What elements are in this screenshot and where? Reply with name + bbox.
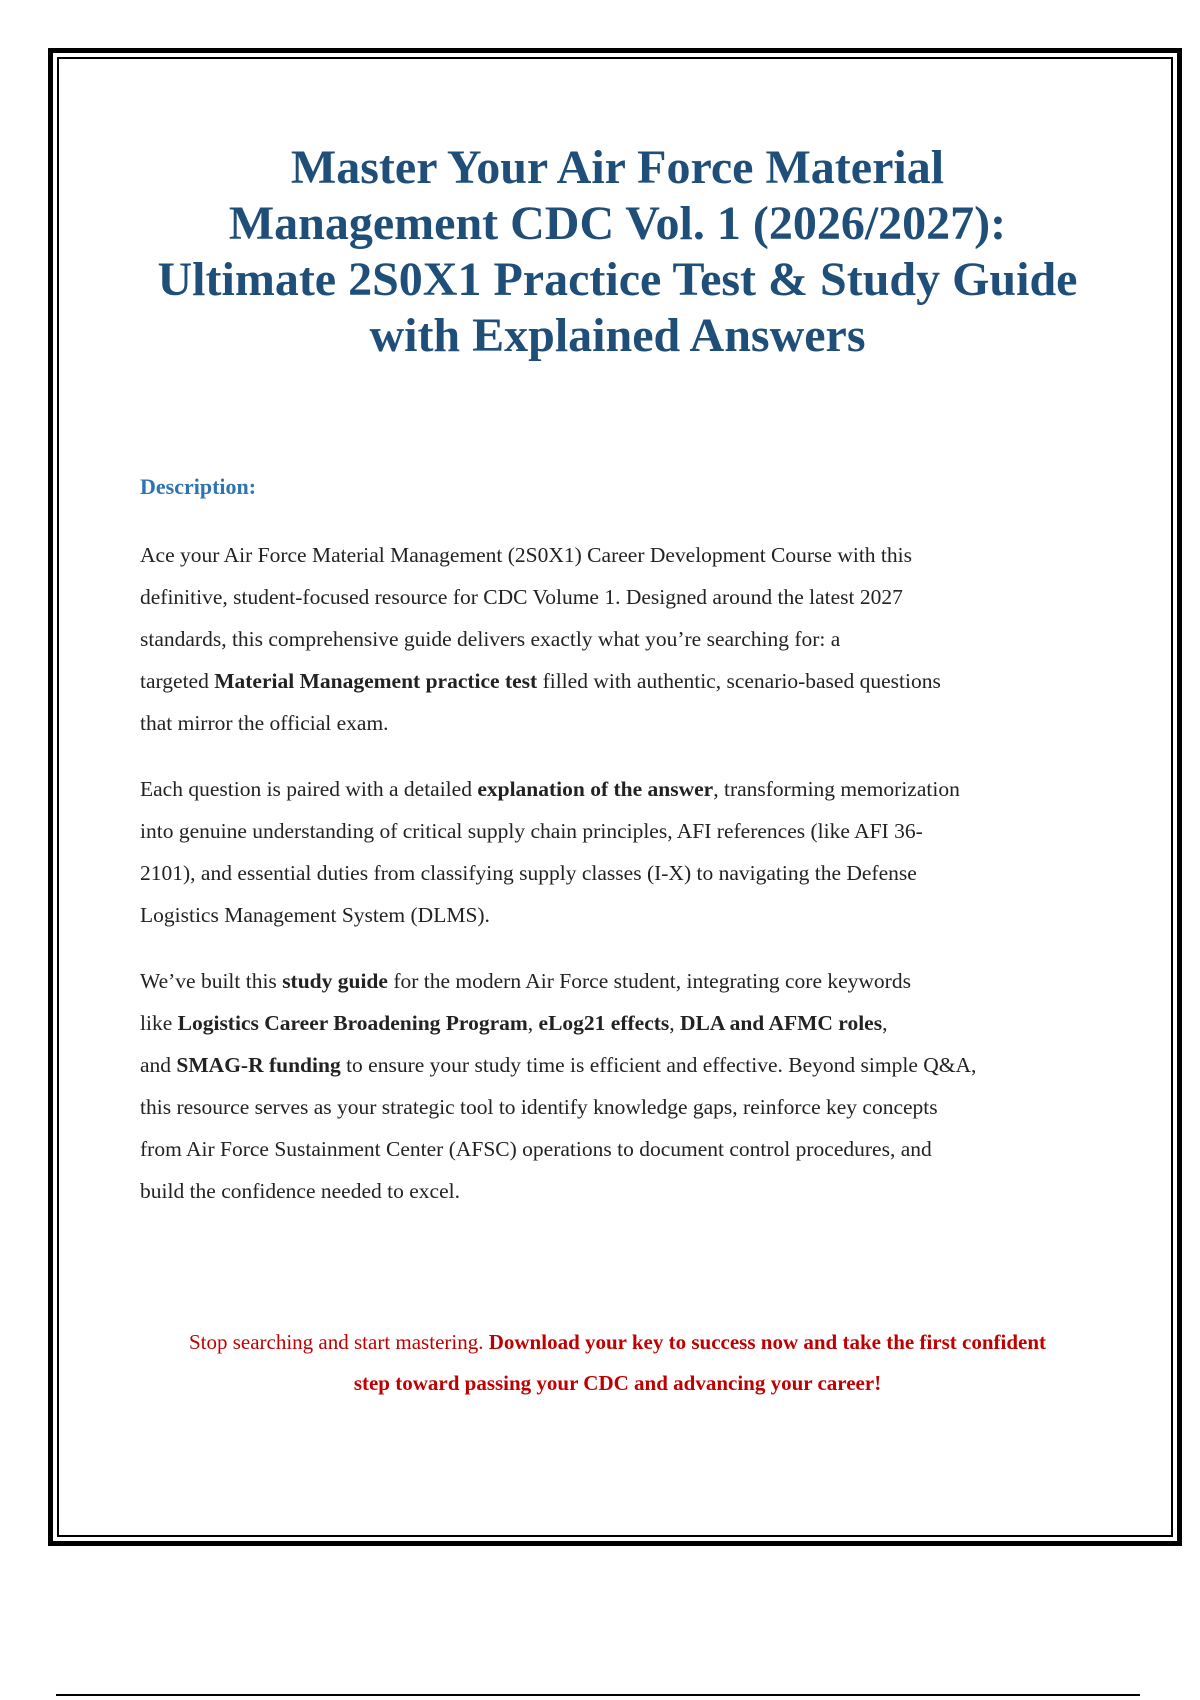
text-line: 2101), and essential duties from classifying supply classes (I-X) to navigating the Defense	[140, 861, 917, 885]
text-run: targeted	[140, 669, 215, 693]
description-paragraph-2	[140, 768, 1095, 936]
keyword-lcbp: Logistics Career Broadening Program	[177, 1011, 528, 1035]
description-paragraph-3	[140, 960, 1095, 1212]
cta-emphasis: Download your key to success now and take the first confident	[488, 1330, 1047, 1354]
cta-lead: Stop searching and start mastering.	[188, 1330, 489, 1354]
text-run: and	[140, 1053, 177, 1077]
text-line: Ace your Air Force Material Management (2S0X1) Career Development Course with this	[140, 543, 912, 567]
cta-line: step toward passing your CDC and advancing your career!	[353, 1371, 882, 1395]
text-line: definitive, student-focused resource for CDC Volume 1. Designed around the latest 2027	[140, 585, 903, 609]
title-line: Master Your Air Force Material	[290, 141, 945, 194]
text-line: from Air Force Sustainment Center (AFSC) operations to document control procedures, and	[140, 1137, 932, 1161]
keyword-practice-test: Material Management practice test	[214, 669, 538, 693]
footer-rule	[56, 1694, 1140, 1696]
text-run: ,	[882, 1011, 888, 1035]
document-title	[140, 140, 1095, 364]
text-line: this resource serves as your strategic tool to identify knowledge gaps, reinforce key concepts	[140, 1095, 938, 1119]
title-line: Management CDC Vol. 1 (2026/2027):	[228, 197, 1007, 250]
keyword-dla-afmc: DLA and AFMC roles	[680, 1011, 883, 1035]
title-line: Ultimate 2S0X1 Practice Test & Study Guide	[157, 253, 1078, 306]
text-line: that mirror the official exam.	[140, 711, 389, 735]
text-run: like	[140, 1011, 178, 1035]
text-line	[140, 768, 1095, 810]
text-run: for the modern Air Force student, integrating core keywords	[387, 969, 911, 993]
text-run: filled with authentic, scenario-based questions	[537, 669, 941, 693]
text-line	[140, 660, 1095, 702]
text-run: ,	[527, 1011, 539, 1035]
text-line: standards, this comprehensive guide delivers exactly what you’re searching for: a	[140, 627, 841, 651]
call-to-action	[140, 1322, 1095, 1404]
text-line: into genuine understanding of critical supply chain principles, AFI references (like AFI 36-	[140, 819, 923, 843]
cta-line	[140, 1322, 1095, 1363]
document-content	[140, 140, 1095, 1404]
text-run: to ensure your study time is efficient and effective. Beyond simple Q&A,	[340, 1053, 977, 1077]
text-line	[140, 960, 1095, 1002]
text-run: ,	[669, 1011, 681, 1035]
keyword-explanation: explanation of the answer	[477, 777, 714, 801]
text-run: Each question is paired with a detailed	[140, 777, 478, 801]
text-line	[140, 1044, 1095, 1086]
title-line: with Explained Answers	[369, 309, 866, 362]
description-paragraph-1	[140, 534, 1095, 744]
text-line: Logistics Management System (DLMS).	[140, 903, 490, 927]
text-run: , transforming memorization	[713, 777, 960, 801]
keyword-smag-r: SMAG-R funding	[176, 1053, 341, 1077]
keyword-elog21: eLog21 effects	[538, 1011, 670, 1035]
text-line: build the confidence needed to excel.	[140, 1179, 460, 1203]
text-run: We’ve built this	[140, 969, 283, 993]
keyword-study-guide: study guide	[282, 969, 388, 993]
description-heading: Description:	[140, 474, 257, 499]
text-line	[140, 1002, 1095, 1044]
